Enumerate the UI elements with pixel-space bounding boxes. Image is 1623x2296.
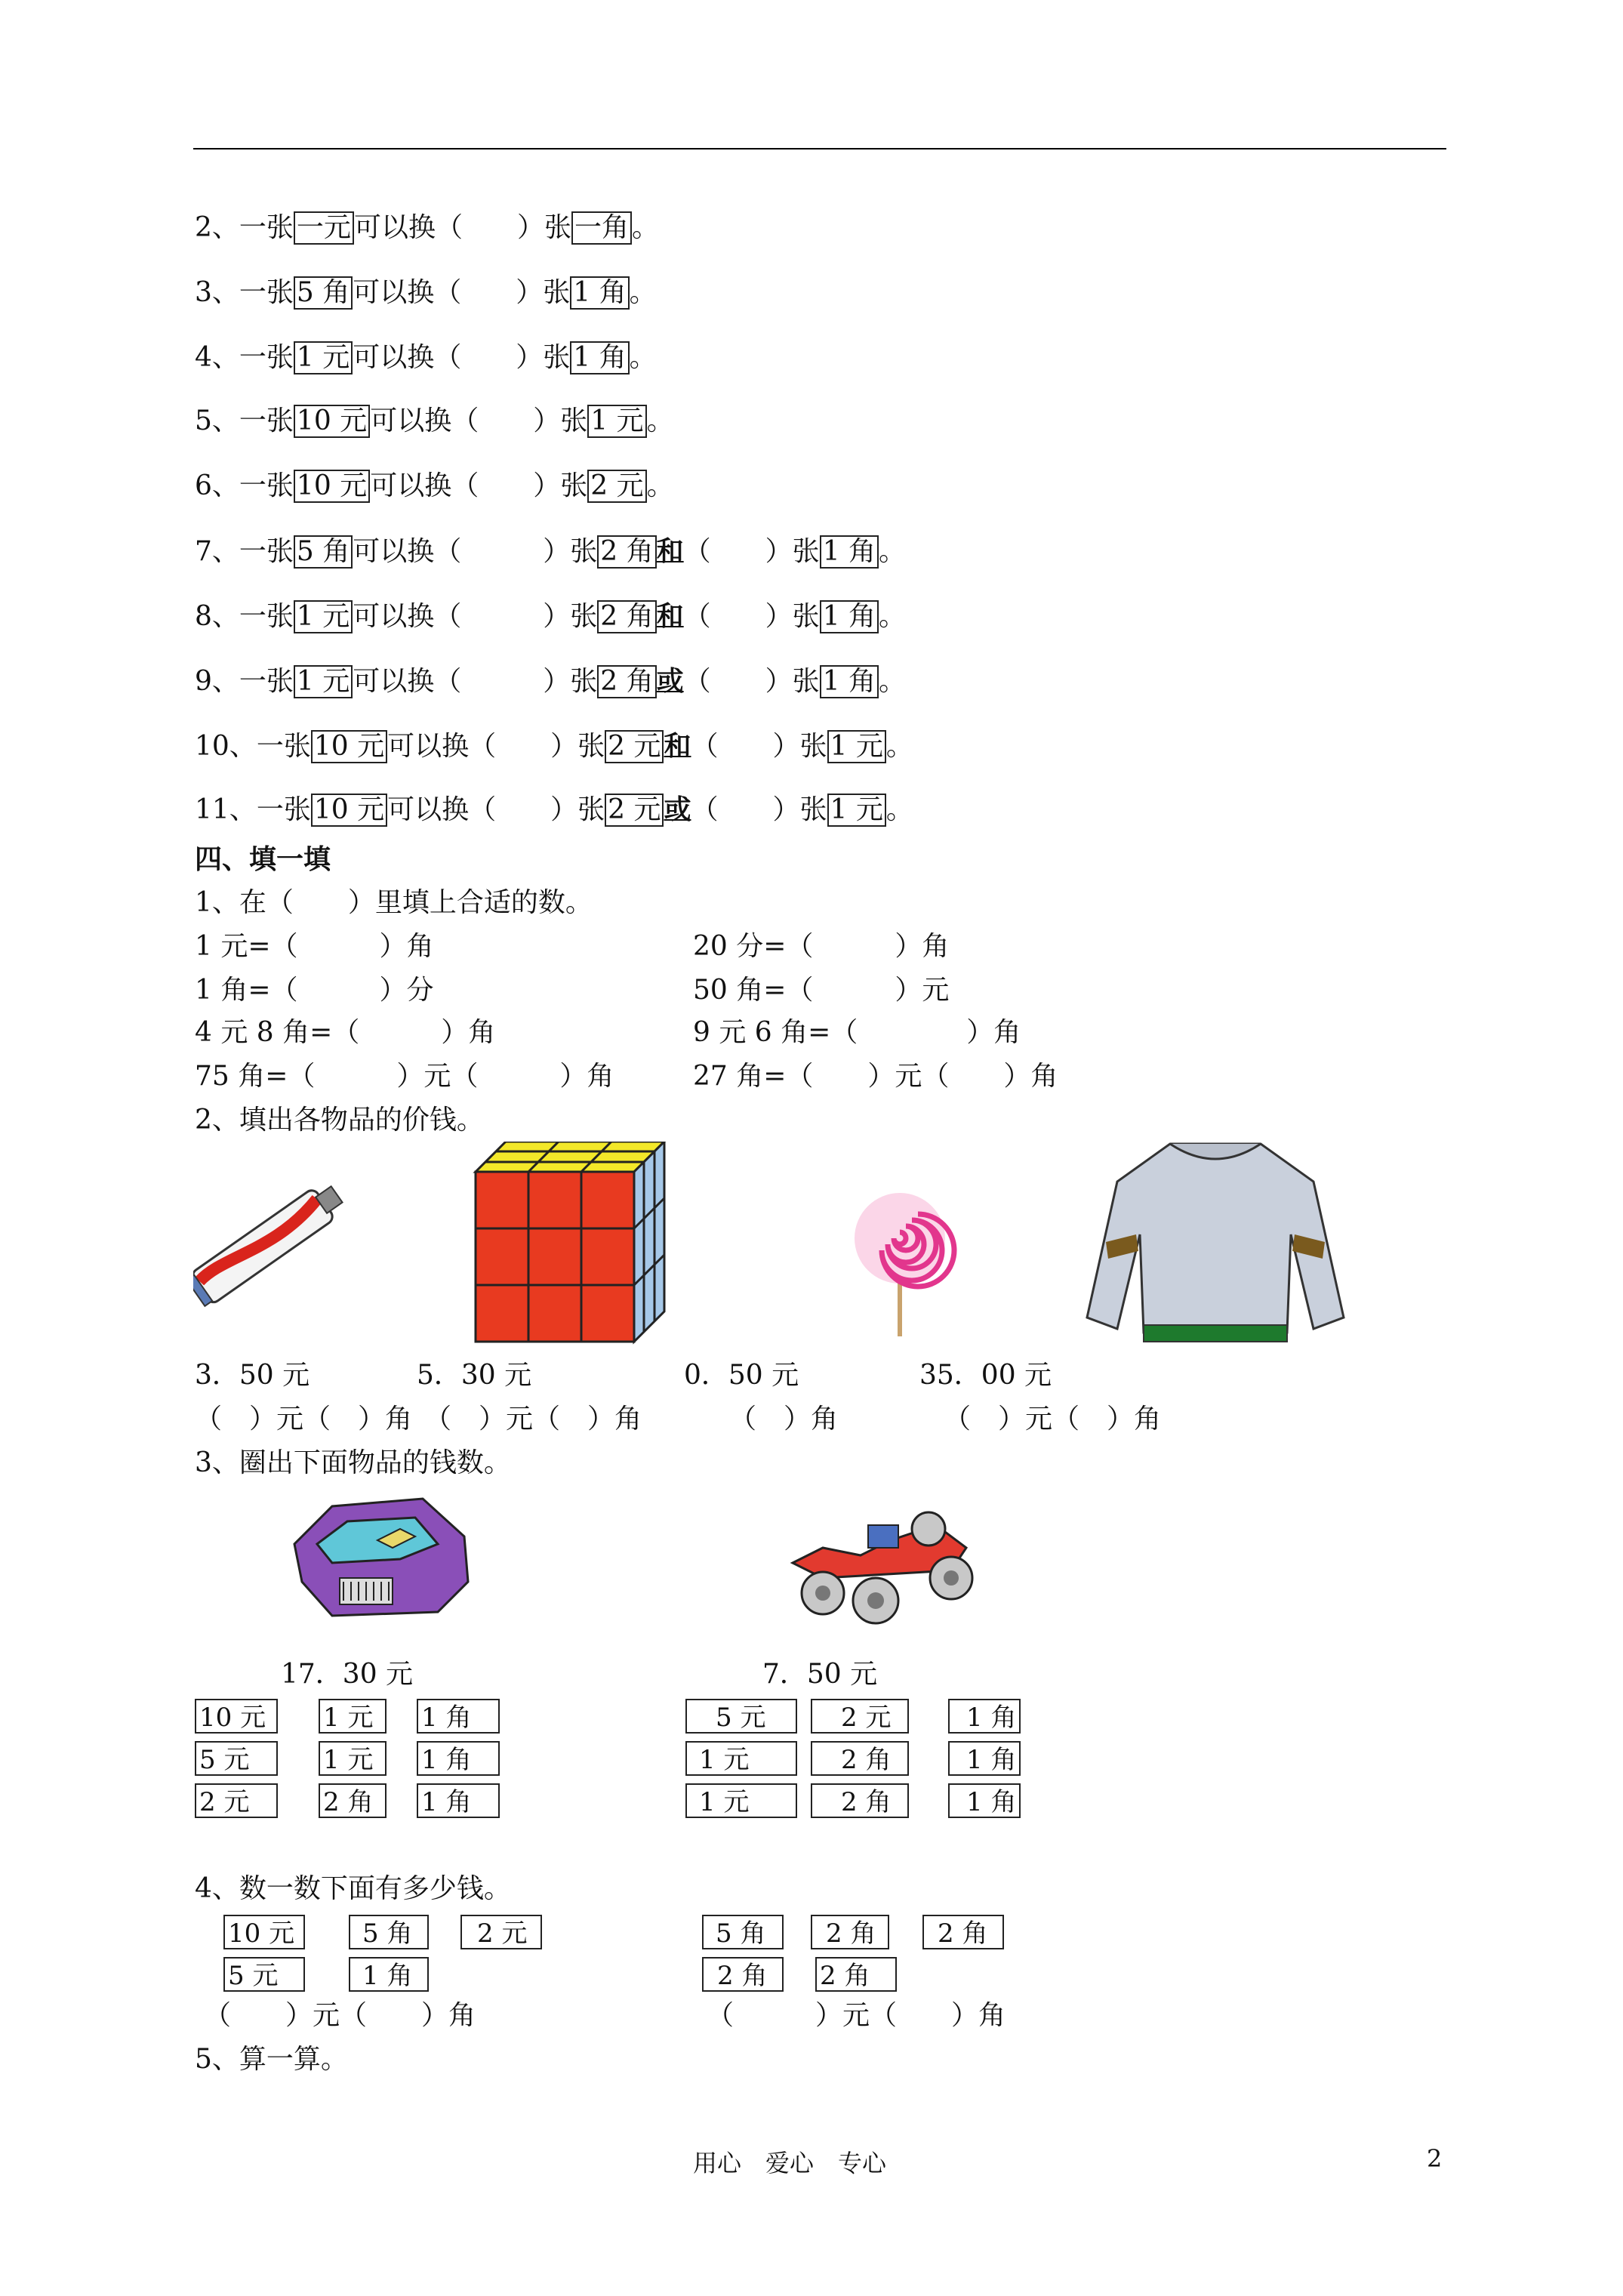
exchange-blank: 可以换（ ）张 <box>353 536 598 567</box>
target-banknote-1: 2 元 <box>605 794 664 827</box>
question-1: 1、在（ ）里填上合适的数。 <box>195 887 593 918</box>
sweater-illustration <box>1079 1136 1351 1351</box>
exchange-question <box>195 276 657 310</box>
question-number: 11、 <box>195 794 257 825</box>
count-left-note: 5 角 <box>349 1915 429 1949</box>
q3-price-left: 17．30 元 <box>281 1659 414 1690</box>
grid-right-cell[interactable]: 1 角 <box>948 1783 1021 1818</box>
price-blank-1: （ ）元（ ）角 <box>195 1404 413 1435</box>
grid-left-cell[interactable]: 2 元 <box>195 1783 278 1818</box>
question-3: 3、圈出下面物品的钱数。 <box>195 1447 511 1478</box>
count-right-note: 2 角 <box>922 1915 1004 1949</box>
exchange-question <box>195 535 906 569</box>
conjunction: 和 <box>656 535 684 567</box>
source-banknote: 10 元 <box>294 470 370 503</box>
period: 。 <box>631 212 659 243</box>
exchange-prefix: 一张 <box>239 405 294 436</box>
exchange-blank: 可以换（ ）张 <box>353 212 571 243</box>
fill-4b: 27 角=（ ）元（ ）角 <box>693 1061 1058 1092</box>
period: 。 <box>879 536 907 567</box>
price-2: 5．30 元 <box>417 1360 532 1391</box>
grid-left-cell[interactable]: 1 角 <box>417 1783 500 1818</box>
toothpaste-illustration <box>193 1163 344 1321</box>
exchange-question <box>195 599 906 633</box>
count-right-note: 5 角 <box>702 1915 784 1949</box>
source-banknote: 10 元 <box>311 794 387 827</box>
fill-3b: 9 元 6 角=（ ）角 <box>693 1017 1021 1048</box>
q3-price-right: 7．50 元 <box>762 1659 878 1690</box>
exchange-blank: 可以换（ ）张 <box>387 731 605 762</box>
period: 。 <box>629 342 657 373</box>
grid-left-cell[interactable]: 1 角 <box>417 1699 500 1734</box>
fill-2b: 50 角=（ ）元 <box>693 975 950 1006</box>
question-4: 4、数一数下面有多少钱。 <box>195 1873 511 1904</box>
exchange-prefix: 一张 <box>239 536 294 567</box>
question-number: 6、 <box>195 470 239 501</box>
grid-left-cell[interactable]: 1 元 <box>319 1741 387 1776</box>
question-number: 4、 <box>195 342 239 373</box>
target-banknote-1: 一角 <box>571 211 632 245</box>
exchange-question <box>195 405 674 438</box>
grid-left-cell[interactable]: 1 角 <box>417 1741 500 1776</box>
question-number: 3、 <box>195 277 239 308</box>
grid-right-cell[interactable]: 1 角 <box>948 1699 1021 1734</box>
target-banknote-2: 1 角 <box>820 535 879 569</box>
conjunction: 或 <box>656 665 684 697</box>
price-3: 0．50 元 <box>684 1360 799 1391</box>
count-right-note: 2 角 <box>815 1957 897 1992</box>
exchange-prefix: 一张 <box>239 212 294 243</box>
exchange-blank: 可以换（ ）张 <box>353 277 571 308</box>
exchange-blank: 可以换（ ）张 <box>353 342 571 373</box>
target-banknote-2: 1 角 <box>820 665 879 698</box>
exchange-prefix: 一张 <box>239 277 294 308</box>
period: 。 <box>629 277 657 308</box>
count-left-note: 10 元 <box>223 1915 305 1949</box>
conjunction: 和 <box>664 730 691 762</box>
count-left-note: 5 元 <box>223 1957 305 1992</box>
target-banknote-2: 1 元 <box>827 794 886 827</box>
source-banknote: 1 元 <box>294 665 353 698</box>
period: 。 <box>646 405 674 436</box>
exchange-question <box>195 211 659 245</box>
rubiks-cube-illustration <box>460 1142 672 1345</box>
price-1: 3．50 元 <box>195 1360 310 1391</box>
period: 。 <box>879 666 907 697</box>
source-banknote: 10 元 <box>294 405 370 438</box>
target-banknote-1: 1 角 <box>570 276 629 310</box>
source-banknote: 5 角 <box>294 276 353 310</box>
footer-motto: 用心 爱心 专心 <box>693 2149 887 2177</box>
question-number: 10、 <box>195 731 257 762</box>
grid-right-cell[interactable]: 1 元 <box>685 1783 797 1818</box>
grid-right-cell[interactable]: 2 角 <box>811 1741 909 1776</box>
target-banknote-1: 2 角 <box>597 665 656 698</box>
target-banknote-2: 1 元 <box>827 730 886 763</box>
exchange-question <box>195 793 913 827</box>
question-number: 7、 <box>195 536 239 567</box>
source-banknote: 1 元 <box>294 341 353 374</box>
exchange-blank-2: （ ）张 <box>683 601 820 632</box>
source-banknote: 1 元 <box>294 600 353 633</box>
exchange-question <box>195 470 674 503</box>
grid-right-cell[interactable]: 1 角 <box>948 1741 1021 1776</box>
fill-3a: 4 元 8 角=（ ）角 <box>195 1017 496 1048</box>
target-banknote-2: 1 角 <box>820 600 879 633</box>
exchange-blank: 可以换（ ）张 <box>370 470 588 501</box>
grid-left-cell[interactable]: 10 元 <box>195 1699 278 1734</box>
source-banknote: 一元 <box>294 211 354 245</box>
count-answer-right: （ ）元（ ）角 <box>707 2000 1006 2031</box>
count-answer-left: （ ）元（ ）角 <box>204 2000 476 2031</box>
header-rule <box>193 148 1446 149</box>
exchange-blank-2: （ ）张 <box>683 536 820 567</box>
target-banknote-1: 2 元 <box>587 470 646 503</box>
exchange-prefix: 一张 <box>256 794 311 825</box>
toy-truck-illustration <box>287 1491 476 1623</box>
grid-right-cell[interactable]: 5 元 <box>685 1699 797 1734</box>
fill-1a: 1 元=（ ）角 <box>195 931 434 962</box>
question-number: 8、 <box>195 601 239 632</box>
period: 。 <box>885 794 913 825</box>
section-title: 四、填一填 <box>195 843 331 875</box>
exchange-prefix: 一张 <box>239 470 294 501</box>
exchange-question <box>195 729 913 763</box>
grid-right-cell[interactable]: 2 角 <box>811 1783 909 1818</box>
exchange-prefix: 一张 <box>256 731 311 762</box>
exchange-blank: 可以换（ ）张 <box>353 666 598 697</box>
grid-left-cell[interactable]: 1 元 <box>319 1699 387 1734</box>
exchange-blank: 可以换（ ）张 <box>387 794 605 825</box>
question-2: 2、填出各物品的价钱。 <box>195 1105 484 1136</box>
price-blank-4: （ ）元（ ）角 <box>944 1404 1162 1435</box>
target-banknote-1: 2 角 <box>597 600 656 633</box>
conjunction: 和 <box>656 600 684 632</box>
period: 。 <box>879 601 907 632</box>
count-left-note: 1 角 <box>349 1957 429 1992</box>
toy-quad-bike-illustration <box>778 1495 989 1631</box>
question-number: 9、 <box>195 666 239 697</box>
exchange-blank-2: （ ）张 <box>683 666 820 697</box>
grid-left-cell[interactable]: 5 元 <box>195 1741 278 1776</box>
exchange-blank-2: （ ）张 <box>691 731 827 762</box>
count-right-note: 2 角 <box>702 1957 784 1992</box>
page-number: 2 <box>1427 2144 1443 2173</box>
fill-2a: 1 角=（ ）分 <box>195 975 434 1006</box>
exchange-prefix: 一张 <box>239 342 294 373</box>
question-number: 2、 <box>195 212 239 243</box>
count-right-note: 2 角 <box>811 1915 889 1949</box>
exchange-blank-2: （ ）张 <box>691 794 827 825</box>
exchange-question <box>195 341 657 374</box>
lollipop-illustration <box>845 1185 959 1336</box>
exchange-question <box>195 664 906 698</box>
source-banknote: 5 角 <box>294 535 353 569</box>
exchange-blank: 可以换（ ）张 <box>353 601 598 632</box>
grid-left-cell[interactable]: 2 角 <box>319 1783 387 1818</box>
exchange-prefix: 一张 <box>239 666 294 697</box>
target-banknote-1: 2 角 <box>597 535 656 569</box>
target-banknote-1: 1 元 <box>587 405 646 438</box>
target-banknote-1: 2 元 <box>605 730 664 763</box>
period: 。 <box>885 731 913 762</box>
fill-1b: 20 分=（ ）角 <box>693 931 950 962</box>
question-5: 5、算一算。 <box>195 2044 348 2075</box>
grid-right-cell[interactable]: 1 元 <box>685 1741 797 1776</box>
price-blank-2: （ ）元（ ）角 <box>424 1404 642 1435</box>
grid-right-cell[interactable]: 2 元 <box>811 1699 909 1734</box>
price-4: 35．00 元 <box>919 1360 1052 1391</box>
exchange-prefix: 一张 <box>239 601 294 632</box>
source-banknote: 10 元 <box>311 730 387 763</box>
count-left-note: 2 元 <box>460 1915 542 1949</box>
fill-4a: 75 角=（ ）元（ ）角 <box>195 1061 614 1092</box>
exchange-blank: 可以换（ ）张 <box>370 405 588 436</box>
price-blank-3: （ ）角 <box>729 1404 839 1435</box>
question-number: 5、 <box>195 405 239 436</box>
period: 。 <box>646 470 674 501</box>
conjunction: 或 <box>664 794 691 825</box>
target-banknote-1: 1 角 <box>570 341 629 374</box>
